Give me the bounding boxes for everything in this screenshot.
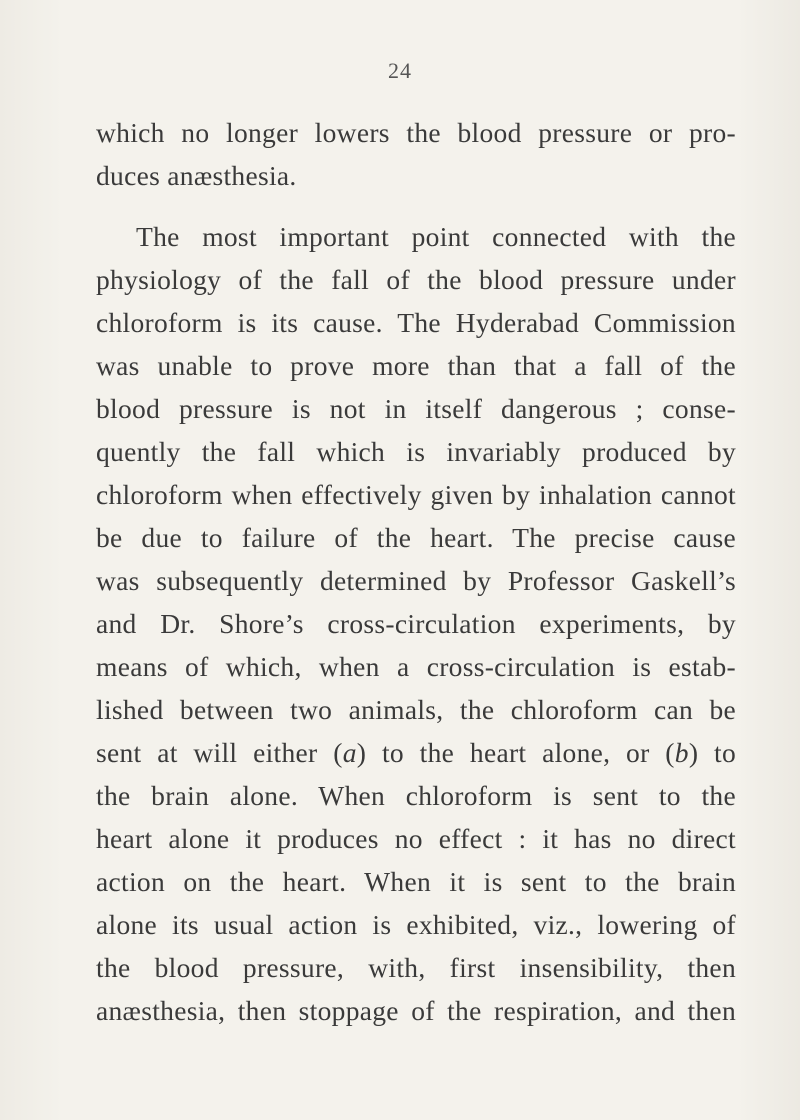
text-line: anæsthesia, then stoppage of the respiration, and then [96,995,736,1026]
paragraph-2 [96,215,736,1032]
text-line: lished between two animals, the chloroform can be [96,694,736,725]
text-line: chloroform when effectively given by inhalation cannot [96,479,736,510]
text-line: heart alone it produces no effect : it has no direct [96,823,736,854]
text-line: was unable to prove more than that a fall of the [96,350,736,381]
text-line: blood pressure is not in itself dangerous ; conse- [96,393,736,424]
text-line: duces anæsthesia. [96,160,297,191]
text-line: sent at will either (a) to the heart alone, or (b) to [96,737,736,768]
text-line: be due to failure of the heart. The precise cause [96,522,736,553]
text-line: the blood pressure, with, first insensibility, then [96,952,736,983]
paragraph-1 [96,111,736,197]
text-line: quently the fall which is invariably produced by [96,436,736,467]
page-number: 24 [388,58,412,83]
text-line: and Dr. Shore’s cross-circulation experiments, by [96,608,736,639]
text-line: The most important point connected with the [136,221,736,252]
italic-letter: a [342,737,357,768]
italic-letter: b [674,737,689,768]
text-line: which no longer lowers the blood pressure or pro- [96,117,736,148]
text-line: physiology of the fall of the blood pressure under [96,264,736,295]
text-line: was subsequently determined by Professor Gaskell’s [96,565,736,596]
text-line: action on the heart. When it is sent to the brain [96,866,736,897]
text-line: the brain alone. When chloroform is sent to the [96,780,736,811]
text-line: means of which, when a cross-circulation is estab- [96,651,736,682]
text-line: alone its usual action is exhibited, viz., lowering of [96,909,736,940]
text-line: chloroform is its cause. The Hyderabad Commission [96,307,736,338]
